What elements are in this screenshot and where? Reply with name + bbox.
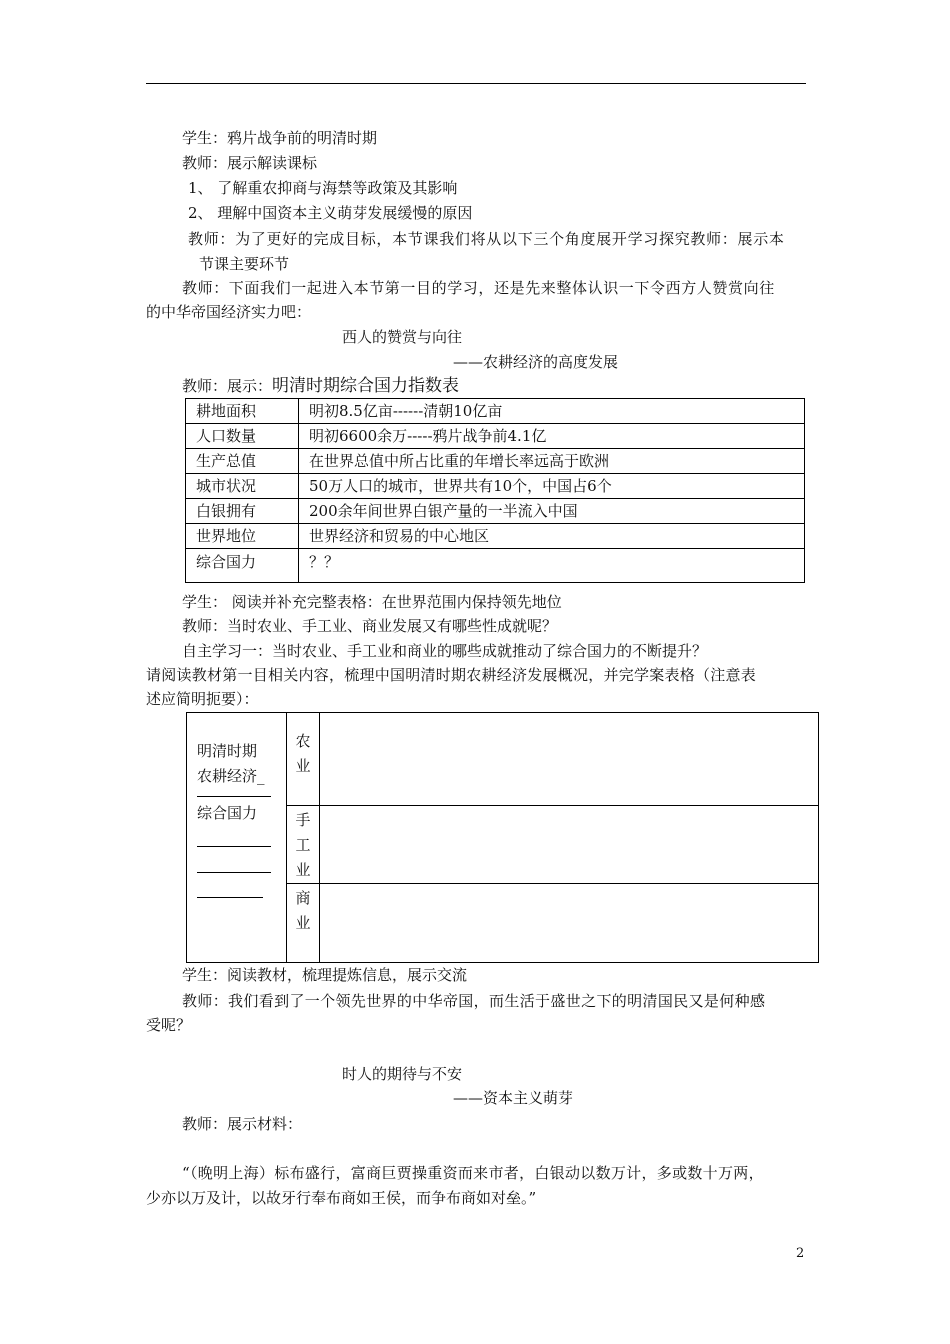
page-number: 2: [796, 1246, 805, 1261]
text-line: 学生：阅读教材，梳理提炼信息，展示交流: [182, 966, 468, 984]
header-rule: [146, 83, 806, 84]
blank-line: [197, 872, 271, 873]
table-intro-prefix: 教师：展示：: [182, 377, 273, 395]
worksheet-left-cell: [187, 713, 287, 963]
row-value: 200余年间世界白银产量的一半流入中国: [299, 499, 805, 524]
table-row: [186, 424, 805, 449]
row-key: 白银拥有: [186, 499, 299, 524]
row-value: 明初8.5亿亩------清朝10亿亩: [299, 399, 805, 424]
text-line: 节课主要环节: [199, 255, 290, 273]
quote-line: 少亦以万及计，以故牙行奉布商如王侯，而争布商如对垒。”: [146, 1189, 537, 1207]
row-label-commerce: 商 业: [287, 884, 320, 963]
text-line: 教师：我们看到了一个领先世界的中华帝国，而生活于盛世之下的明清国民又是何种感: [182, 992, 766, 1010]
text-line: 1、 了解重农抑商与海禁等政策及其影响: [188, 179, 458, 197]
row-value: ？？: [299, 549, 805, 583]
text-line: 教师：下面我们一起进入本节第一目的学习，还是先来整体认识一下令西方人赞赏向往: [182, 279, 775, 297]
blank-line: [197, 897, 263, 898]
text-line: 述应简明扼要）：: [146, 690, 259, 708]
row-value: 世界经济和贸易的中心地区: [299, 524, 805, 549]
section-subheading: ——资本主义萌芽: [453, 1089, 574, 1107]
table-row: [186, 449, 805, 474]
text-line: 2、 理解中国资本主义萌芽发展缓慢的原因: [188, 204, 473, 222]
section-subheading: ——农耕经济的高度发展: [453, 353, 619, 371]
text-line: 受呢？: [146, 1016, 192, 1034]
economy-worksheet-table: [186, 712, 819, 963]
text-line: 学生：鸦片战争前的明清时期: [182, 129, 378, 147]
text-line: 自主学习一：当时农业、手工业和商业的哪些成就推动了综合国力的不断提升？: [182, 642, 708, 660]
worksheet-left-label: 农耕经济_: [197, 767, 265, 785]
row-key: 综合国力: [186, 549, 299, 583]
text-line: 的中华帝国经济实力吧：: [146, 303, 312, 321]
row-value: 在世界总值中所占比重的年增长率远高于欧洲: [299, 449, 805, 474]
row-label-agriculture: 农 业: [287, 713, 320, 806]
table-row: [186, 524, 805, 549]
blank-line: [197, 846, 271, 847]
section-heading: 西人的赞赏与向往: [342, 328, 463, 346]
text-line: 教师：展示材料：: [182, 1115, 303, 1133]
national-power-table: [185, 398, 805, 583]
row-key: 城市状况: [186, 474, 299, 499]
table-row: [186, 399, 805, 424]
row-key: 生产总值: [186, 449, 299, 474]
text-line: 请阅读教材第一目相关内容，梳理中国明清时期农耕经济发展概况，并完学案表格（注意表: [146, 666, 757, 684]
quote-line: “（晚明上海）标布盛行，富商巨贾操重资而来市者，白银动以数万计，多或数十万两，: [182, 1164, 764, 1182]
row-key: 世界地位: [186, 524, 299, 549]
section-heading: 时人的期待与不安: [342, 1065, 463, 1083]
table-row: [186, 474, 805, 499]
row-label-handicraft: 手 工 业: [287, 806, 320, 884]
text-line: 教师：为了更好的完成目标，本节课我们将从以下三个角度展开学习探究教师：展示本: [188, 230, 785, 248]
row-value: 50万人口的城市，世界共有10个，中国占6个: [299, 474, 805, 499]
text-line: 教师：当时农业、手工业、商业发展又有哪些性成就呢？: [182, 617, 558, 635]
answer-cell-commerce[interactable]: [320, 884, 819, 963]
table-row: [186, 499, 805, 524]
row-key: 耕地面积: [186, 399, 299, 424]
table-intro: [182, 376, 459, 396]
answer-cell-agriculture[interactable]: [320, 713, 819, 806]
row-value: 明初6600余万-----鸦片战争前4.1亿: [299, 424, 805, 449]
row-key: 人口数量: [186, 424, 299, 449]
text-line: 学生： 阅读并补充完整表格：在世界范围内保持领先地位: [182, 593, 562, 611]
answer-cell-handicraft[interactable]: [320, 806, 819, 884]
table-row: [186, 549, 805, 583]
text-line: 教师：展示解读课标: [182, 154, 318, 172]
worksheet-left-label: 综合国力: [197, 804, 258, 822]
worksheet-left-label: 明清时期: [197, 742, 258, 760]
table-title: 明清时期综合国力指数表: [272, 376, 460, 396]
